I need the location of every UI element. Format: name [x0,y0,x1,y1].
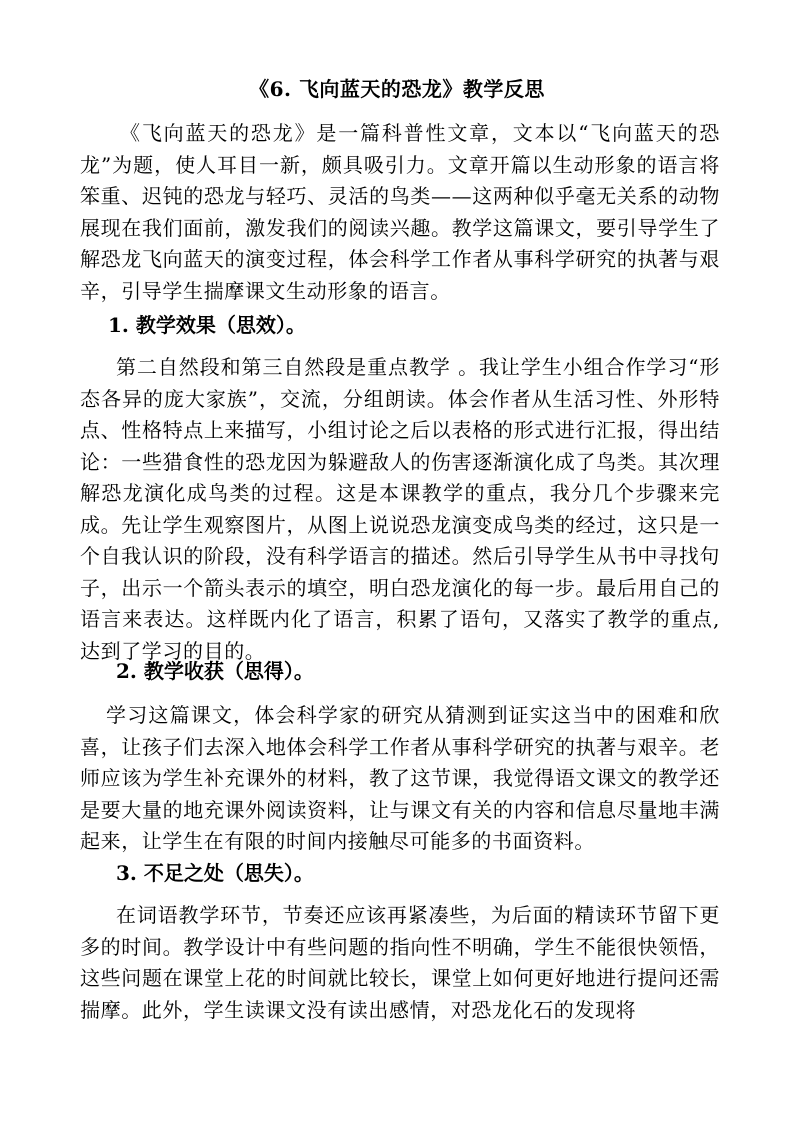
section-heading-gain: 2. 教学收获（思得）。 [116,659,314,683]
document-title: 《6. 飞向蓝天的恐龙》教学反思 [249,77,545,101]
intro-paragraph: 《飞向蓝天的恐龙》是一篇科普性文章，文本以“飞向蓝天的恐龙”为题，使人耳目一新，颇具吸引力。文章开篇以生动形象的语言将笨重、迟钝的恐龙与轻巧、灵活的鸟类——这两种似乎毫无关系的动物展现在我们面前，激发我们的阅读兴趣。教学这篇课文，要引导学生了解恐龙飞向蓝天的演变过程，体会科学工作者从事科学研究的执著与艰辛，引导学生揣摩课文生动形象的语言。 [80,121,720,303]
section-heading-shortcoming: 3. 不足之处（思失）。 [116,861,314,885]
section-body-effect: 第二自然段和第三自然段是重点教学 。我让学生小组合作学习“形态各异的庞大家族”，交流，分组朗读。体会作者从生活习性、外形特点、性格特点上来描写，小组讨论之后以表格的形式进行汇报，得出结论：一些猎食性的恐龙因为躲避敌人的伤害逐渐演化成了鸟类。其次理解恐龙演化成鸟类的过程。这是本课教学的重点，我分几个步骤来完成。先让学生观察图片，从图上说说恐龙演变成鸟类的经过，这只是一个自我认识的阶段，没有科学语言的描述。然后引导学生从书中寻找句子，出示一个箭头表示的填空，明白恐龙演化的每一步。最后用自己的语言来表达。这样既内化了语言，积累了语句，又落实了教学的重点,达到了学习的目的。 [80,355,720,663]
section-heading-effect: 1. 教学效果（思效）。 [108,313,306,337]
section-body-gain: 学习这篇课文，体会科学家的研究从猜测到证实这当中的困难和欣喜，让孩子们去深入地体会科学工作者从事科学研究的执著与艰辛。老师应该为学生补充课外的材料，教了这节课，我觉得语文课文的教学还是要大量的地充课外阅读资料，让与课文有关的内容和信息尽量地丰满起来，让学生在有限的时间内接触尽可能多的书面资料。 [80,703,720,853]
section-body-shortcoming: 在词语教学环节，节奏还应该再紧凑些，为后面的精读环节留下更多的时间。教学设计中有些问题的指向性不明确，学生不能很快领悟，这些问题在课堂上花的时间就比较长，课堂上如何更好地进行提问还需揣摩。此外，学生读课文没有读出感情，对恐龙化石的发现将 [80,903,720,1022]
